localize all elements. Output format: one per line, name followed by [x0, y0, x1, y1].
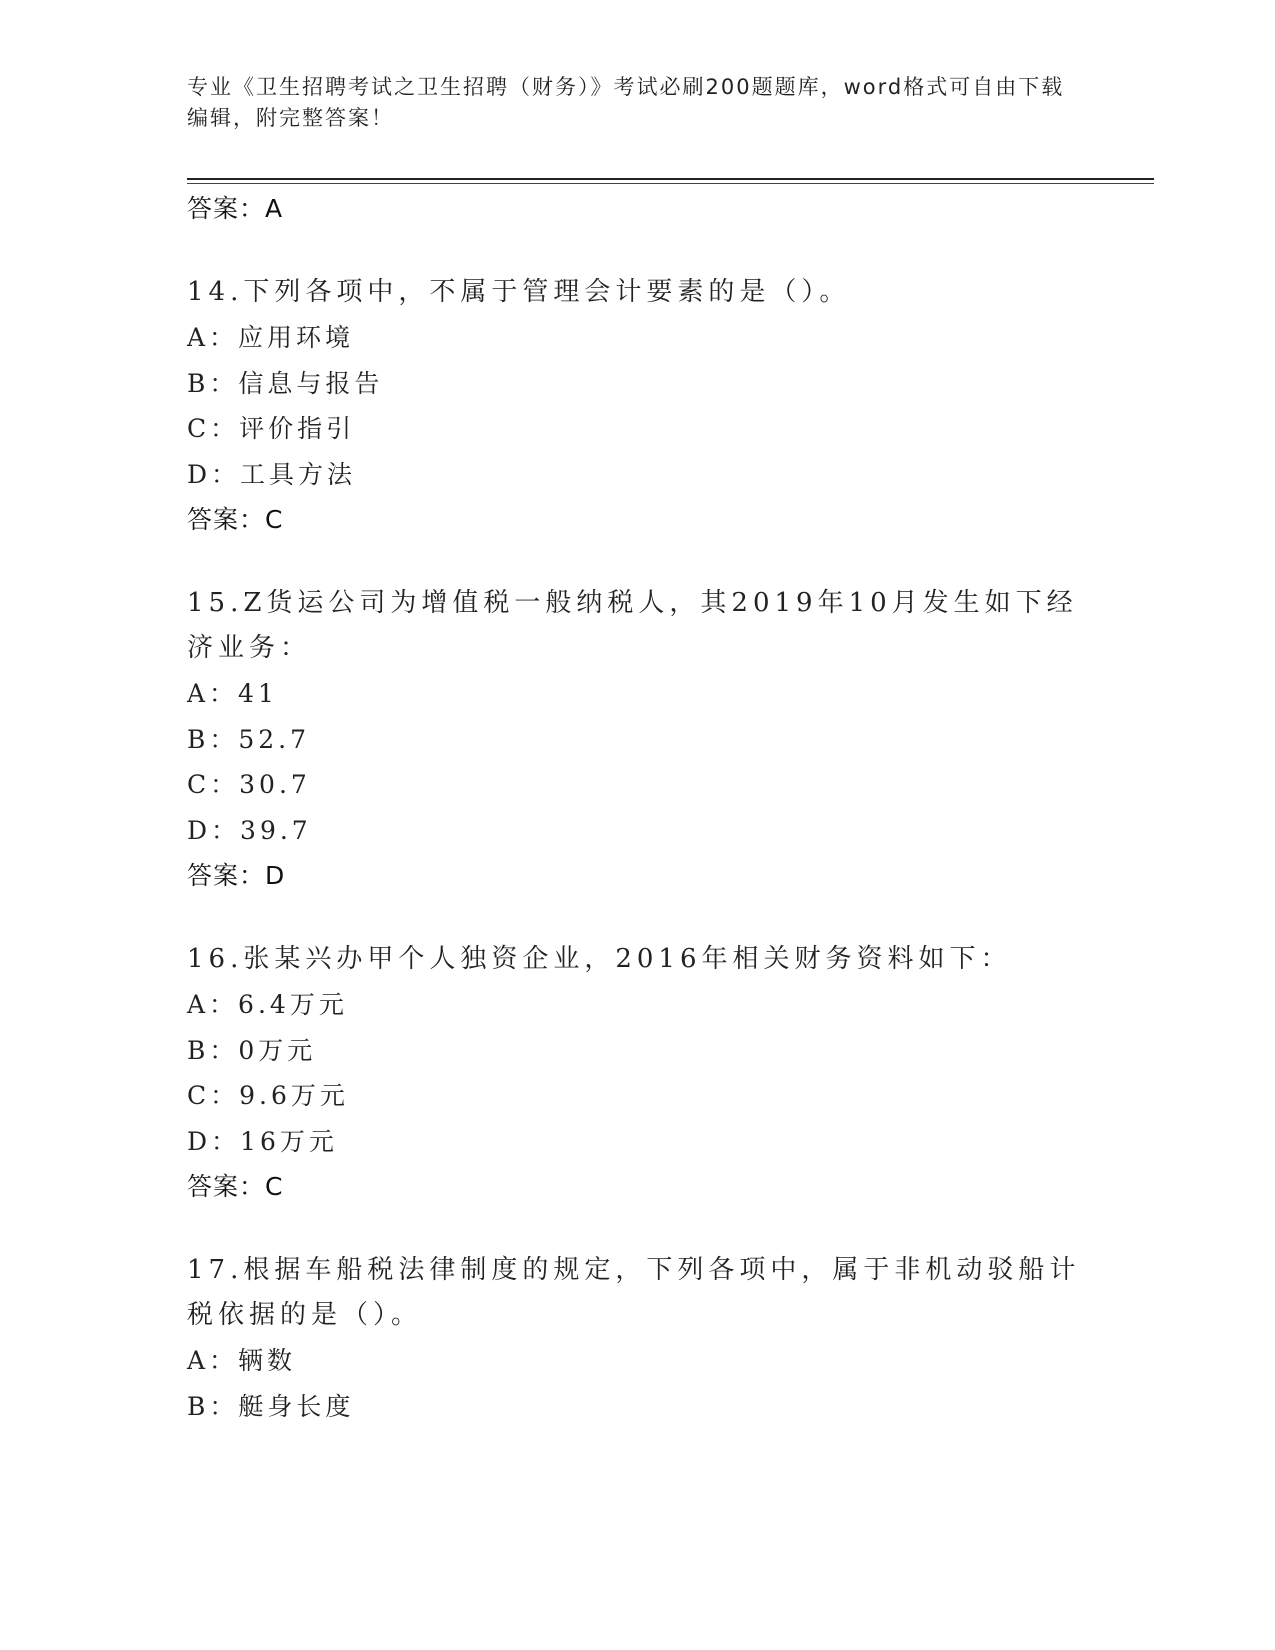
document-header: 专业《卫生招聘考试之卫生招聘（财务）》考试必刷200题题库，word格式可自由下载编辑，附完整答案！	[187, 75, 1065, 130]
previous-answer: 答案：A	[187, 194, 284, 223]
question-stem: 17.根据车船税法律制度的规定，下列各项中，属于非机动驳船计税依据的是（）。	[187, 1255, 1081, 1330]
question-block-14	[187, 270, 1087, 543]
option-b: B：0万元	[187, 1035, 317, 1065]
option-c: C：评价指引	[187, 414, 356, 443]
option-c: C：30.7	[187, 770, 311, 799]
option-a: A：应用环境	[187, 323, 355, 352]
option-b: B：52.7	[187, 724, 311, 754]
header-divider-thick	[187, 178, 1154, 180]
question-list	[187, 186, 1087, 1429]
answer-line: 答案：D	[187, 861, 286, 890]
question-stem: 14.下列各项中，不属于管理会计要素的是（）。	[187, 277, 851, 307]
header-divider-thin	[187, 183, 1154, 184]
option-c: C：9.6万元	[187, 1081, 349, 1110]
option-d: D：工具方法	[187, 459, 357, 489]
answer-line: 答案：C	[187, 1172, 284, 1201]
option-d: D：39.7	[187, 815, 312, 845]
option-d: D：16万元	[187, 1126, 338, 1156]
question-stem: 15.Z货运公司为增值税一般纳税人，其2019年10月发生如下经济业务：	[187, 588, 1078, 663]
option-b: B：信息与报告	[187, 368, 384, 398]
option-a: A：辆数	[187, 1346, 297, 1375]
question-block-15	[187, 581, 1087, 899]
question-stem: 16.张某兴办甲个人独资企业，2016年相关财务资料如下：	[187, 944, 1012, 974]
question-block-17	[187, 1248, 1087, 1429]
option-b: B：艇身长度	[187, 1391, 355, 1421]
option-a: A：6.4万元	[187, 990, 348, 1019]
question-block-16	[187, 937, 1087, 1210]
option-a: A：41	[187, 679, 278, 708]
answer-line: 答案：C	[187, 505, 284, 534]
